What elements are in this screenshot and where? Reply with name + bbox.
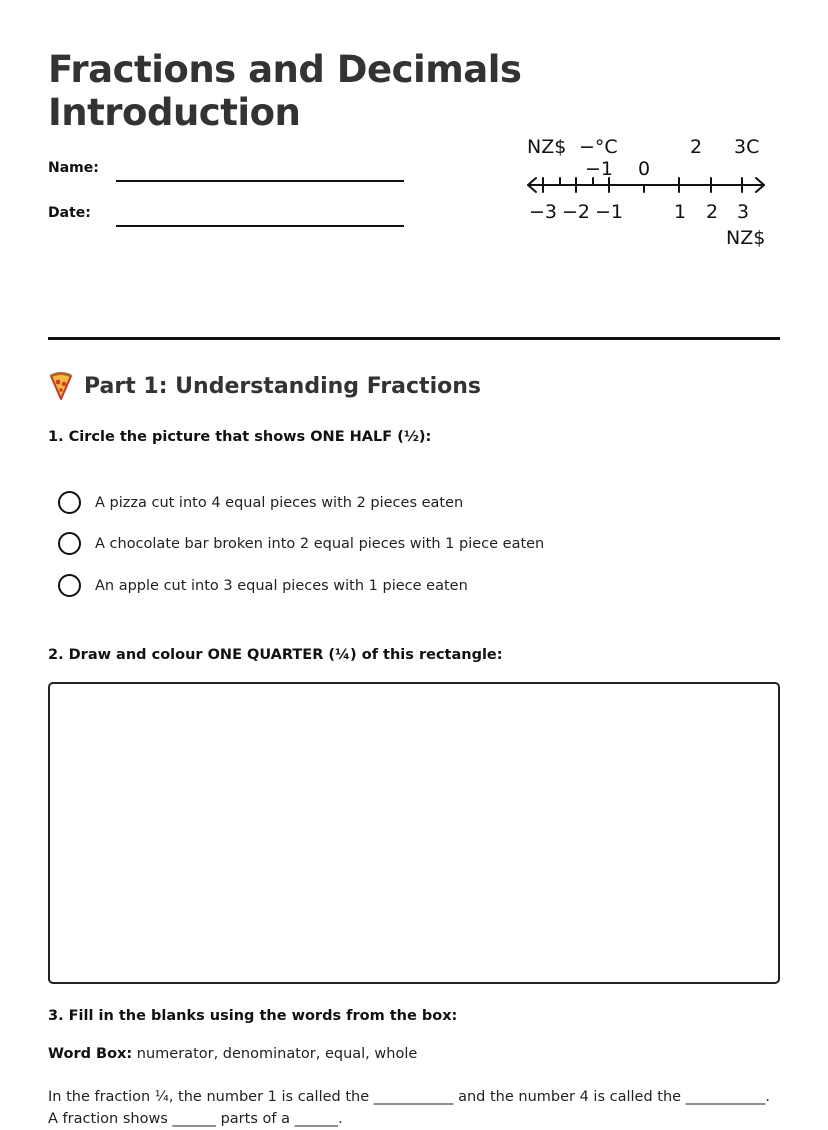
nl-top-unit-label: −°C xyxy=(579,136,618,158)
number-line-diagram xyxy=(520,128,780,258)
q1-radio-1[interactable] xyxy=(58,491,81,514)
pizza-icon xyxy=(48,372,74,400)
title-line-1: Fractions and Decimals xyxy=(48,48,522,91)
q1-prompt: 1. Circle the picture that shows ONE HALF (½): xyxy=(48,429,432,445)
nl-top-two: 2 xyxy=(690,136,703,158)
nl-top-minus-one: −1 xyxy=(585,158,614,180)
word-box xyxy=(48,1046,417,1062)
title-line-2: Introduction xyxy=(48,91,301,134)
q3-prompt: 3. Fill in the blanks using the words from the box: xyxy=(48,1008,458,1024)
nl-bottom-three: 3 xyxy=(737,201,750,223)
nl-bottom-minus-three: −3 xyxy=(529,201,558,223)
part1-title: Part 1: Understanding Fractions xyxy=(84,373,481,399)
part1-heading xyxy=(48,372,481,400)
q1-option-label: An apple cut into 3 equal pieces with 1 piece eaten xyxy=(95,577,468,594)
name-line[interactable] xyxy=(116,180,404,182)
date-line[interactable] xyxy=(116,225,404,227)
nl-top-three-c: 3C xyxy=(734,136,760,158)
drawing-rectangle[interactable] xyxy=(48,682,780,984)
page-title xyxy=(48,48,521,134)
section-divider xyxy=(48,337,780,340)
date-label: Date: xyxy=(48,205,91,221)
word-box-label: Word Box: xyxy=(48,1046,133,1062)
nl-bottom-minus-two: −2 xyxy=(562,201,591,223)
fill-blanks-sentence: In the fraction ¼, the number 1 is called the ___________ and the number 4 is called the ___________. A fraction shows ______ parts of a ______. xyxy=(48,1089,771,1127)
nl-bottom-one: 1 xyxy=(674,201,687,223)
nl-zero: 0 xyxy=(638,158,651,180)
q1-option-label: A chocolate bar broken into 2 equal pieces with 1 piece eaten xyxy=(95,535,545,552)
q1-option-apple[interactable] xyxy=(58,574,468,597)
q1-option-label: A pizza cut into 4 equal pieces with 2 pieces eaten xyxy=(95,494,464,511)
q1-option-pizza[interactable] xyxy=(58,491,463,514)
q1-radio-2[interactable] xyxy=(58,532,81,555)
q1-option-chocolate[interactable] xyxy=(58,532,544,555)
word-box-words: numerator, denominator, equal, whole xyxy=(136,1046,418,1062)
name-label: Name: xyxy=(48,160,99,176)
nl-bottom-minus-one: −1 xyxy=(595,201,624,223)
nl-bottom-two: 2 xyxy=(706,201,719,223)
q2-prompt: 2. Draw and colour ONE QUARTER (¼) of this rectangle: xyxy=(48,647,503,663)
nl-bottom-right-label: NZ$ xyxy=(726,227,766,249)
nl-top-left-label: NZ$ xyxy=(527,136,567,158)
q1-radio-3[interactable] xyxy=(58,574,81,597)
